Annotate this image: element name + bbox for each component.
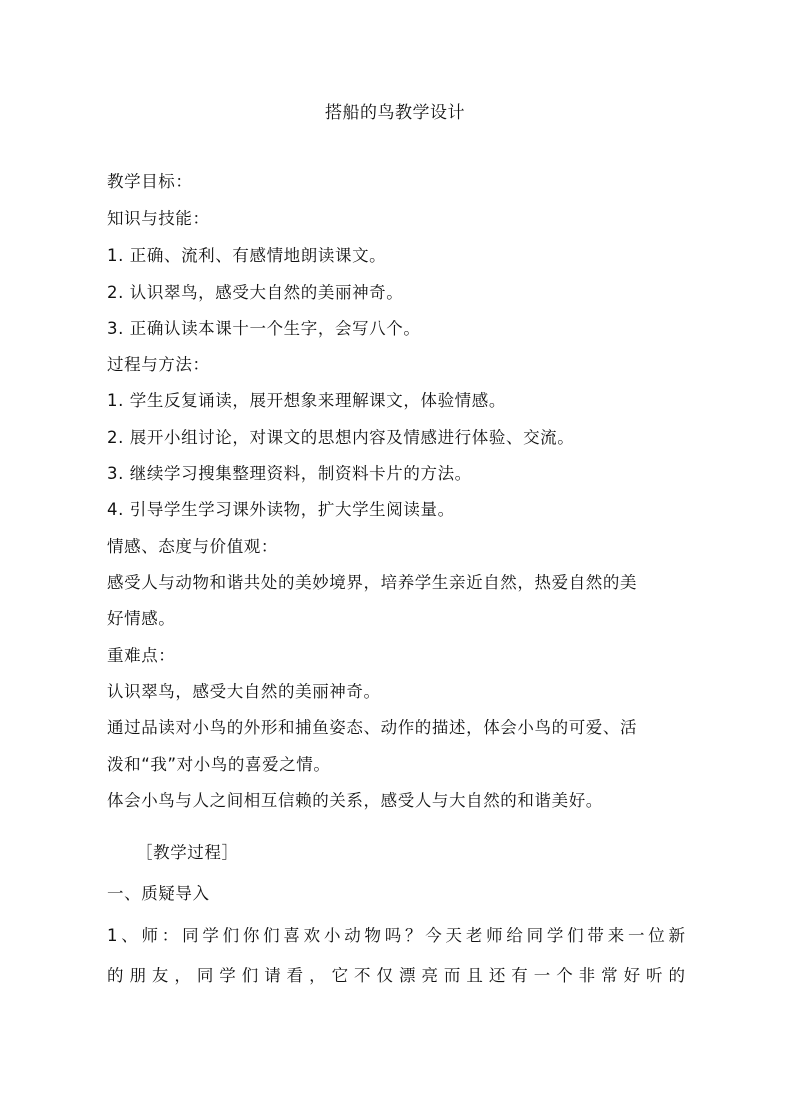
paragraph-line: 感受人与动物和谐共处的美妙境界，培养学生亲近自然，热爱自然的美 xyxy=(107,573,638,592)
paragraph-line: 泼和“我”对小鸟的喜爱之情。 xyxy=(107,755,331,774)
paragraph-line: 的朋友，同学们请看，它不仅漂亮而且还有一个非常好听的 xyxy=(107,966,685,985)
document-title: 搭船的鸟教学设计 xyxy=(325,103,465,123)
paragraph-line: 1、师：同学们你们喜欢小动物吗？今天老师给同学们带来一位新 xyxy=(107,926,685,945)
list-item: 2. 认识翠鸟，感受大自然的美丽神奇。 xyxy=(107,283,404,302)
heading-process-methods: 过程与方法： xyxy=(107,355,210,374)
paragraph-line: 好情感。 xyxy=(107,609,176,628)
list-item: 4. 引导学生学习课外读物，扩大学生阅读量。 xyxy=(107,500,455,519)
heading-emotion-values: 情感、态度与价值观： xyxy=(107,537,278,556)
heading-teaching-process: ［教学过程］ xyxy=(136,843,239,862)
heading-key-points: 重难点： xyxy=(107,646,176,665)
list-item: 2. 展开小组讨论，对课文的思想内容及情感进行体验、交流。 xyxy=(107,428,575,447)
list-item: 3. 继续学习搜集整理资料，制资料卡片的方法。 xyxy=(107,464,472,483)
list-item: 1. 正确、流利、有感情地朗读课文。 xyxy=(107,246,387,265)
heading-section-one: 一、质疑导入 xyxy=(107,884,210,903)
list-item: 1. 学生反复诵读，展开想象来理解课文，体验情感。 xyxy=(107,391,506,410)
paragraph-line: 通过品读对小鸟的外形和捕鱼姿态、动作的描述，体会小鸟的可爱、活 xyxy=(107,718,638,737)
heading-teaching-goals: 教学目标： xyxy=(107,172,193,191)
paragraph-line: 认识翠鸟，感受大自然的美丽神奇。 xyxy=(107,682,381,701)
heading-knowledge-skills: 知识与技能： xyxy=(107,209,210,228)
list-item: 3. 正确认读本课十一个生字，会写八个。 xyxy=(107,319,421,338)
paragraph-line: 体会小鸟与人之间相互信赖的关系，感受人与大自然的和谐美好。 xyxy=(107,791,603,810)
